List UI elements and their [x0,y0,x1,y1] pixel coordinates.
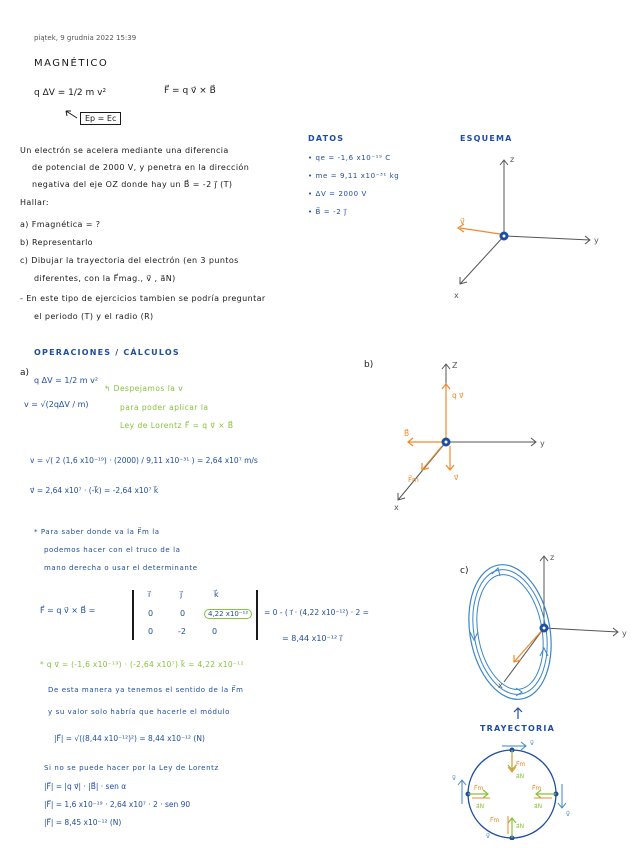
hand-rule-line: * Para saber donde va la F⃗m la [34,528,160,536]
fm-label: F⃗m [490,817,500,824]
part-b-diagram [386,356,586,516]
axis-x-label: x [454,291,459,300]
det-cell: 0 [212,627,218,636]
part-b-label: b) [364,360,374,370]
axis-z-label: z [510,155,515,164]
sense-line: y su valor solo habría que hacerle el módulo [48,708,231,716]
up-arrow-icon [512,706,524,720]
op-eq4: v⃗ = 2,64 x10⁷ · (-k⃗) = -2,64 x10⁷ k⃗ [30,486,159,495]
axis-y-label: y [540,439,545,448]
axis-y-label: y [594,236,599,245]
trayectoria-diagram [446,736,586,840]
qv-note: * q v⃗ = (-1,6 x10⁻¹⁹) · (-2,64 x10⁷) k⃗ = 4,22 x10⁻¹² [40,660,244,669]
det-cell: 0 [148,609,154,618]
note-line: Ley de Lorentz F⃗ = q v⃗ × B⃗ [120,421,234,430]
det-rhs1: = 0 - ( i⃗ · (4,22 x10⁻¹²) · 2 = [264,608,369,617]
question-c-cont: diferentes, con la F⃗mag., v⃗ , a⃗N) [34,274,176,283]
axis-z-label: z [550,553,555,562]
b-label: B⃗ [404,429,410,438]
det-lhs: F⃗ = q v⃗ × B⃗ = [40,606,96,615]
op-eq1: q ΔV = 1/2 m v² [34,376,99,385]
lorentz-eq1: |F⃗| = |q v⃗| · |B⃗| · sen α [44,782,127,791]
energy-equation: q ΔV = 1/2 m v² [34,88,107,98]
esquema-title: ESQUEMA [460,134,513,143]
sense-line: De esta manera ya tenemos el sentido de la F⃗m [48,686,244,694]
datos-item: • me = 9,11 x10⁻³¹ kg [308,172,400,180]
fm-label: F⃗m [408,476,419,484]
lorentz-eq3: |F⃗| = 8,45 x10⁻¹² (N) [44,818,122,827]
fm-label: F⃗m [516,761,526,768]
det-cell: i⃗ [148,590,151,599]
ep-ec-box: Ep = Ec [80,112,121,125]
det-cell: 0 [180,609,186,618]
question-a: a) Fmagnética = ? [20,220,101,229]
modulus-eq: |F⃗| = √((8,44 x10⁻¹²)²) = 8,44 x10⁻¹² (N) [54,734,205,743]
an-label: a⃗N [516,823,525,830]
problem-line: Hallar: [20,198,49,207]
hand-rule-line: mano derecha o usar el determinante [44,564,198,572]
hand-rule-line: podemos hacer con el truco de la [44,546,181,554]
problem-line: negativa del eje OZ donde hay un B⃗ = -2 j⃗ (T) [32,180,233,189]
axis-x-label: x [394,503,399,512]
note-line: para poder aplicar la [120,403,209,412]
arrow-icon [62,108,80,122]
datos-item: • ΔV = 2000 V [308,190,367,198]
qv-label: q v⃗ [452,391,464,400]
force-equation: F⃗ = q v⃗ × B⃗ [164,86,216,96]
datos-item: • qe = -1,6 x10⁻¹⁹ C [308,154,391,162]
problem-line: de potencial de 2000 V, y penetra en la dirección [32,163,250,172]
v-label: v⃗ [530,739,534,747]
det-cell: 0 [148,627,154,636]
det-rhs2: = 8,44 x10⁻¹² i⃗ [282,634,342,643]
operations-title: OPERACIONES / CÁLCULOS [34,348,180,357]
det-bar-right [256,590,258,640]
time-text: 15:39 [116,34,137,42]
problem-line: Un electrón se acelera mediante una diferencia [20,146,229,155]
an-label: a⃗N [516,773,525,780]
part-a-label: a) [20,368,30,378]
axis-y-label: y [622,629,627,638]
v-label: v⃗ [460,217,465,226]
lorentz-intro: Si no se puede hacer por la Ley de Lorentz [44,764,219,772]
question-b: b) Representarlo [20,238,93,247]
fm-label: F⃗m [532,785,542,792]
esquema-diagram [440,148,620,308]
datos-item: • B⃗ = -2 j⃗ [308,208,347,216]
det-cell-highlight: 4,22 x10⁻¹² [204,609,252,619]
fm-label: F⃗m [474,785,484,792]
axis-x-label: x [498,681,503,690]
question-c: c) Dibujar la trayectoria del electrón (en 3 puntos [20,256,239,265]
part-c-label: c) [460,566,469,576]
page-title: MAGNÉTICO [34,58,109,69]
part-c-diagram [452,546,632,716]
trayectoria-title: TRAYECTORIA [480,724,555,733]
op-eq2: v = √(2qΔV / m) [24,400,89,409]
datos-title: DATOS [308,134,345,143]
lorentz-eq2: |F⃗| = 1,6 x10⁻¹⁹ · 2,64 x10⁷ · 2 · sen 90 [44,800,191,809]
an-label: a⃗N [476,803,485,810]
an-label: a⃗N [534,803,543,810]
op-eq3: v = √( 2 (1,6 x10⁻¹⁹) · (2000) / 9,11 x10⁻³¹ ) = 2,64 x10⁷ m/s [30,456,258,465]
det-cell: k⃗ [214,590,219,599]
extra-note-cont: el periodo (T) y el radio (R) [34,312,154,321]
v-label: v⃗ [486,832,490,840]
note-line: ↰ Despejamos la v [104,384,184,393]
axis-z-label: Z [452,361,458,370]
date-text: piątek, 9 grudnia 2022 [34,34,114,42]
det-bar-left [132,590,134,640]
det-cell: j⃗ [180,590,183,599]
v-label: v⃗ [452,774,456,782]
extra-note: - En este tipo de ejercicios tambien se podría preguntar [20,294,266,303]
det-cell: -2 [178,627,186,636]
v-label: v⃗ [454,473,459,482]
v-label: v⃗ [566,810,570,818]
